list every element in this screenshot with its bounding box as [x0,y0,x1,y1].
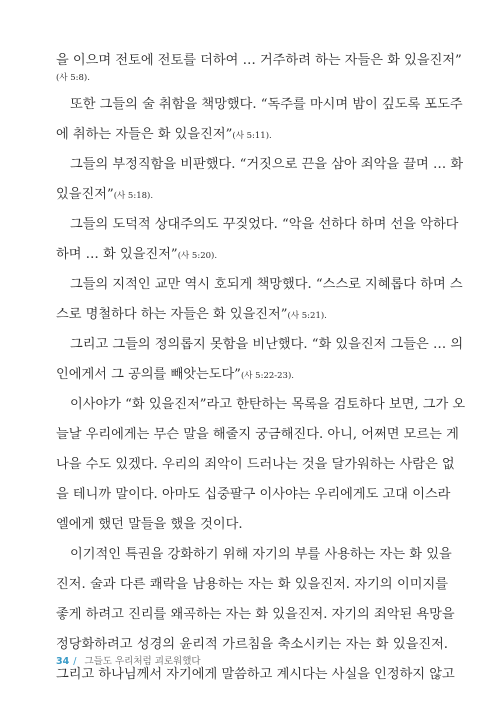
text-line: 엘에게 했던 말들을 했을 것이다. [56,517,243,532]
text-line: 이사야가 “화 있을진저”라고 한탄하는 목록을 검토하다 보면, 그가 오 [70,397,466,412]
text-line: 좋게 하려고 진리를 왜곡하는 자는 화 있을진저. 자기의 죄악된 욕망을 [56,607,455,622]
text-line [56,70,448,84]
text-line: 늘날 우리에게는 무슨 말을 해줄지 궁금해진다. 아니, 어쩌면 모르는 게 [56,427,459,442]
text-line: 하며 … 화 있을진저”(사 5:20). [56,247,218,262]
text-line: 스로 명철하다 하는 자들은 화 있을진저”(사 5:21). [56,307,327,322]
text-line: 또한 그들의 술 취함을 책망했다. “독주를 마시며 밤이 깊도록 포도주 [70,97,463,112]
text-line: 진저. 술과 다른 쾌락을 남용하는 자는 화 있을진저. 자기의 이미지를 [56,577,448,592]
text-line: 그리고 그들의 정의롭지 못함을 비난했다. “화 있을진저 그들은 … 의 [70,337,464,352]
scripture-citation: (사 5:20). [177,251,218,261]
scripture-citation: (사 5:21). [287,311,327,321]
text-line: 을 이으며 전토에 전토를 더하여 … 거주하려 하는 자들은 화 있을진저” [56,53,462,68]
text-line: 그들의 도덕적 상대주의도 꾸짖었다. “악을 선하다 하며 선을 악하다 [70,217,459,232]
body-text [56,52,466,684]
scripture-citation: (사 5:22-23). [240,371,294,381]
text-line: 나을 수도 있겠다. 우리의 죄악이 드러나는 것을 달가워하는 사람은 없 [56,457,455,472]
text-line: 그들의 부정직함을 비판했다. “거짓으로 끈을 삼아 죄악을 끌며 … 화 [70,157,464,172]
page-number: 34 [56,656,70,667]
text-line: 그리고 하나님께서 자기에게 말씀하고 계시다는 사실을 인정하지 않고 [56,667,455,682]
text-line: 에 취하는 자들은 화 있을진저”(사 5:11). [56,127,272,142]
text-line: 정당화하려고 성경의 윤리적 가르침을 축소시키는 자는 화 있을진저. [56,637,448,652]
footer-separator: / [73,656,77,667]
text-line: 그들의 지적인 교만 역시 호되게 책망했다. “스스로 지혜롭다 하며 스 [70,277,463,292]
scripture-citation: (사 5:8). [56,73,90,83]
text-line: 있을진저”(사 5:18). [56,187,154,202]
scripture-citation: (사 5:11). [232,131,272,141]
scripture-citation: (사 5:18). [113,191,154,201]
page-footer [56,653,201,667]
text-line: 인에게서 그 공의를 빼앗는도다”(사 5:22-23). [56,367,294,382]
text-line: 을 테니까 말이다. 아마도 십중팔구 이사야는 우리에게도 고대 이스라 [56,487,451,502]
text-line: 이기적인 특권을 강화하기 위해 자기의 부를 사용하는 자는 화 있을 [70,547,452,562]
running-title: 그들도 우리처럼 괴로워했다 [84,656,201,667]
